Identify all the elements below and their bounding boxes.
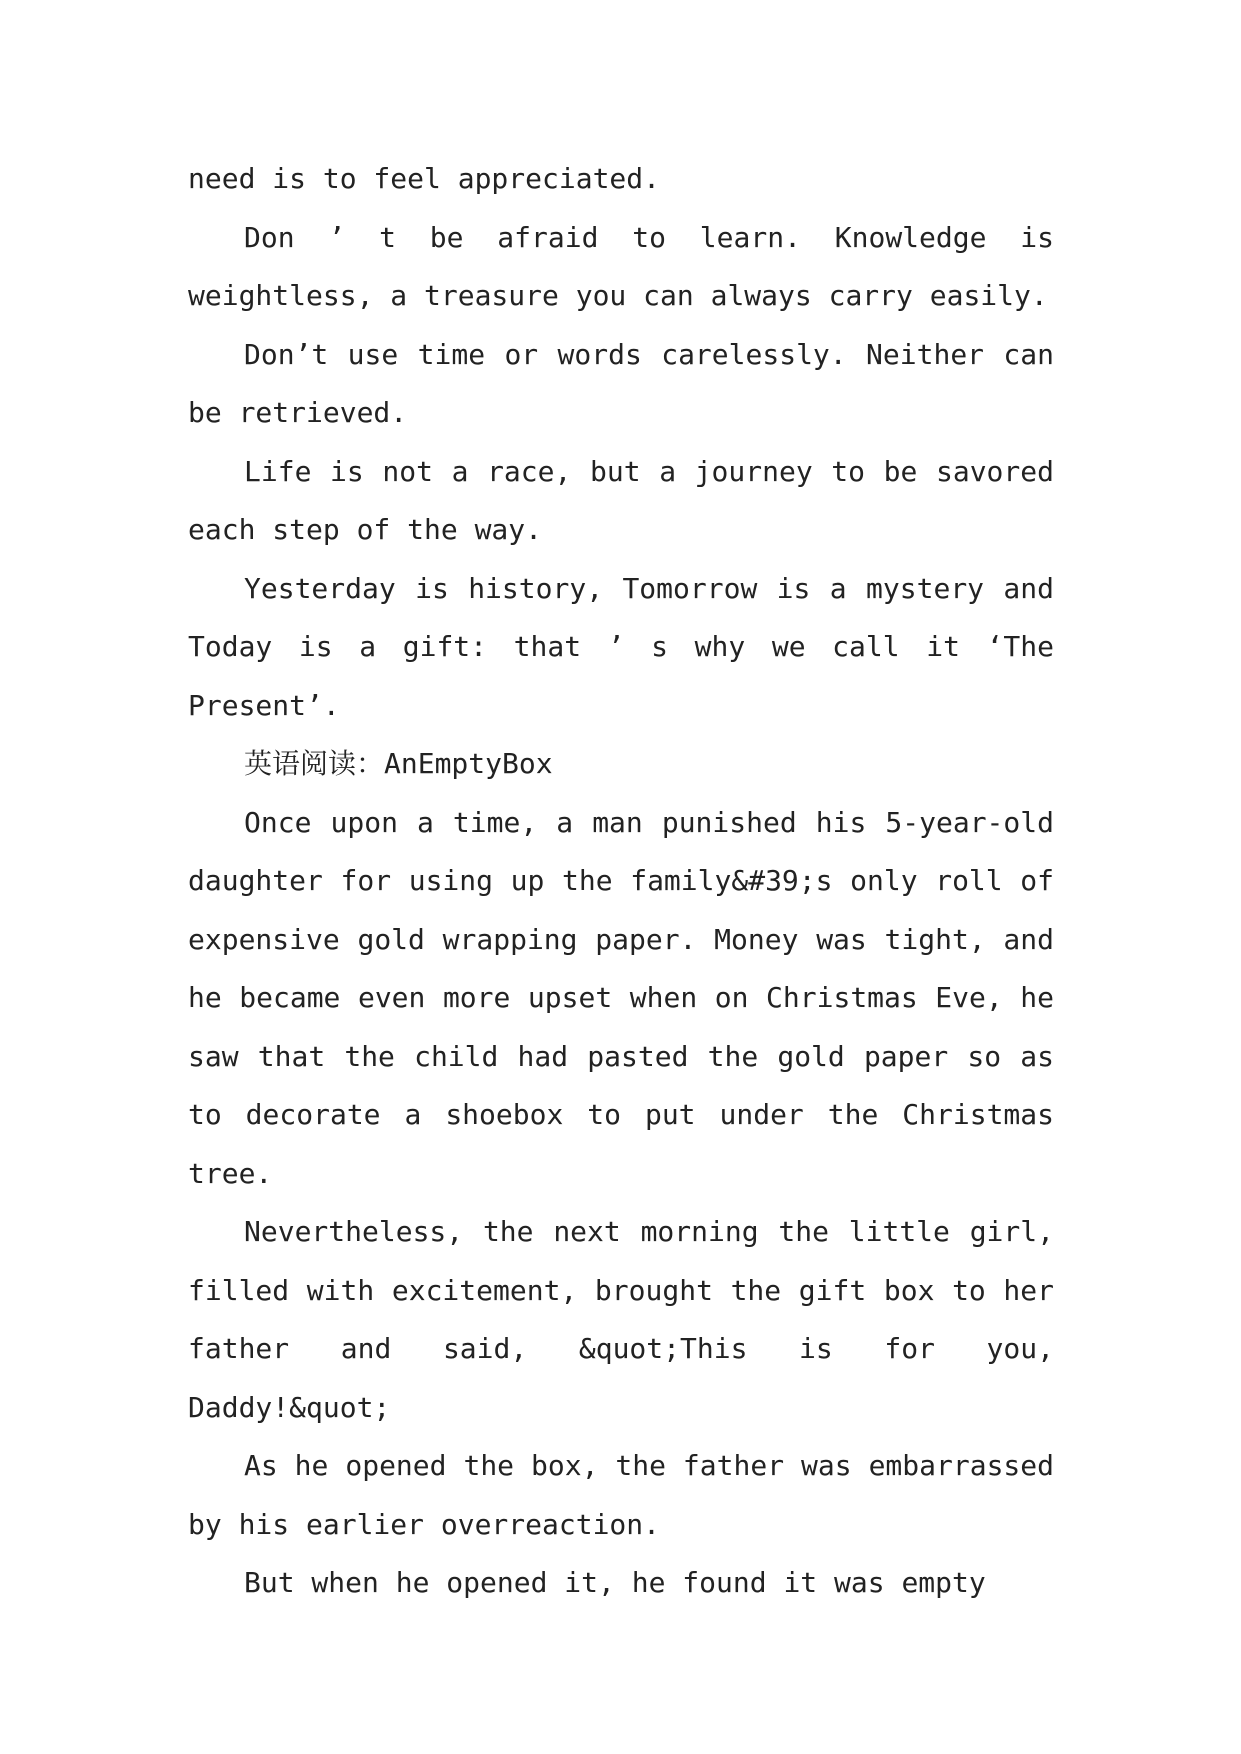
paragraph-3: Don’t use time or words carelessly. Neither can be retrieved. xyxy=(188,337,1054,429)
paragraph-10: But when he opened it, he found it was empty xyxy=(244,1566,986,1599)
paragraph-2: Don ’ t be afraid to learn. Knowledge is weightless, a treasure you can always carry easily. xyxy=(188,220,1054,312)
paragraph-5: Yesterday is history, Tomorrow is a mystery and Today is a gift: that ’ s why we call it ‘The Present’. xyxy=(188,571,1054,722)
section-heading: 英语阅读：AnEmptyBox xyxy=(244,747,553,780)
paragraph-7: Once upon a time, a man punished his 5-year-old daughter for using up the family&#39;s only roll of expensive gold wrapping paper. Money was tight, and he became even more upset when on Christmas Eve, he saw that the child had pasted the gold paper so as to decorate a shoebox to put under the Christmas tree. xyxy=(188,805,1054,1190)
paragraph-4: Life is not a race, but a journey to be savored each step of the way. xyxy=(188,454,1054,546)
paragraph-8: Nevertheless, the next morning the little girl, filled with excitement, brought the gift box to her father and said, &quot;This is for you, Daddy!&quot; xyxy=(188,1215,1054,1424)
document-page xyxy=(188,150,1054,1613)
paragraph-1: need is to feel appreciated. xyxy=(188,162,661,195)
paragraph-9: As he opened the box, the father was embarrassed by his earlier overreaction. xyxy=(188,1449,1054,1541)
